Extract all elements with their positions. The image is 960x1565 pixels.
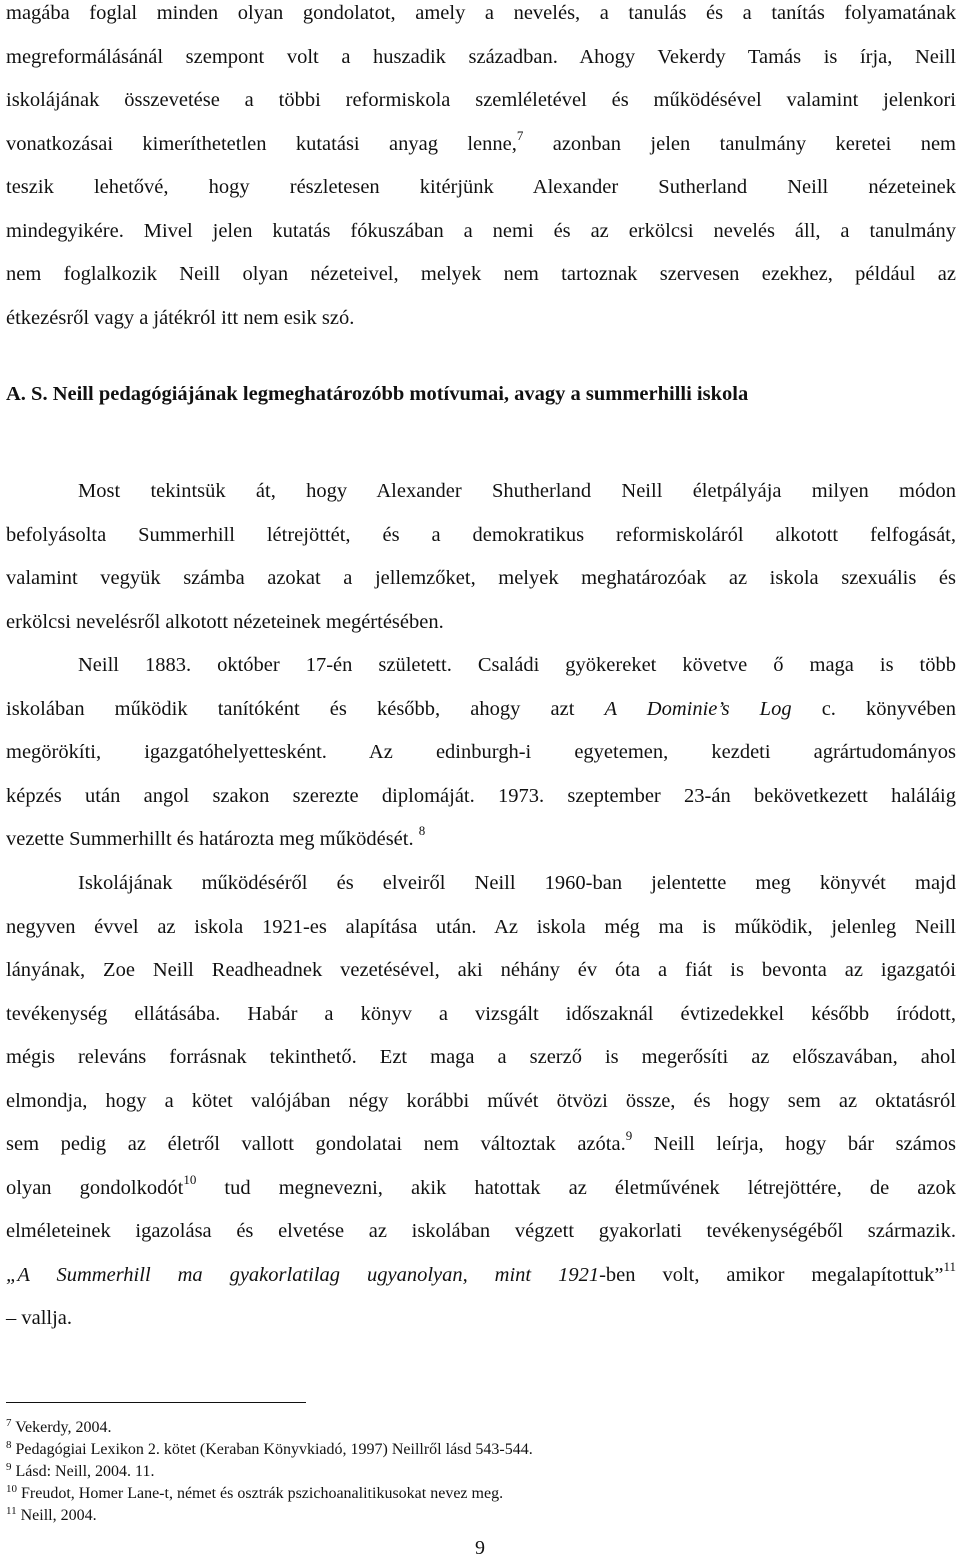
text-line [6, 123, 956, 167]
footnote-number: 8 [6, 1439, 12, 1451]
text-span: sem pedig az életről vallott gondolatai nem változtak azóta. [6, 1133, 626, 1155]
text-line: elmondja, hogy a kötet valójában négy korábbi művét ötvözi össze, és hogy sem az oktatásról [6, 1089, 956, 1112]
text-span: azonban jelen tanulmány keretei nem [523, 132, 956, 155]
text-line: étkezésről vagy a játékról itt nem esik szó. [6, 306, 355, 329]
text-span: vezette Summerhillt és határozta meg működését. [6, 828, 419, 850]
text-line: lányának, Zoe Neill Readheadnek vezetésével, aki néhány év óta a fiát is bevonta az igazgatói [6, 959, 956, 981]
footnote-ref[interactable]: 10 [183, 1171, 197, 1187]
footnote [6, 1461, 533, 1483]
footnote-separator [6, 1402, 306, 1403]
text-line: erkölcsi nevelésről alkotott nézeteinek megértésében. [6, 610, 444, 633]
text-line: Iskolájának működéséről és elveiről Neill 1960-ban jelentette meg könyvét majd [78, 872, 956, 894]
footnote-number: 11 [6, 1505, 17, 1517]
text-line: magába foglal minden olyan gondolatot, amely a nevelés, a tanulás és a tanítás folyamatának [6, 2, 956, 24]
footnote-ref[interactable]: 7 [516, 127, 524, 143]
footnote [6, 1483, 533, 1505]
footnote-text: Vekerdy, 2004. [15, 1419, 112, 1436]
footnote [6, 1505, 533, 1527]
footnote-ref[interactable]: 8 [418, 823, 426, 838]
text-span: Neill leírja, hogy bár számos [632, 1133, 956, 1155]
text-span: vonatkozásai kimeríthetetlen kutatási anyag lenne, [6, 132, 517, 155]
text-line [6, 1254, 956, 1298]
text-line [6, 1123, 956, 1167]
text-line: elméleteinek igazolása és elvetése az iskolában végzett gyakorlati tevékenységéből származik. [6, 1220, 956, 1242]
text-line: megreformálásánál szempont volt a huszadik században. Ahogy Vekerdy Tamás is írja, Neill [6, 45, 956, 68]
text-line [6, 818, 956, 862]
text-line: tevékenység ellátásába. Habár a könyv a vizsgált időszaknál évtizedekkel később íródott, [6, 1002, 956, 1025]
text-line: valamint vegyük számba azokat a jellemzőket, melyek meghatározóak az iskola szexuális és [6, 567, 956, 589]
paragraph-school [6, 862, 956, 1341]
footnote [6, 1439, 533, 1461]
text-span: iskolában működik tanítóként és később, ahogy azt [6, 697, 605, 720]
footnote-text: Lásd: Neill, 2004. 11. [15, 1463, 155, 1480]
paragraph-biography [6, 644, 956, 862]
footnote-text: Pedagógiai Lexikon 2. kötet (Keraban Könyvkiadó, 1997) Neillről lásd 543-544. [15, 1441, 533, 1458]
text-span: tud megnevezni, akik hatottak az életművének létrejöttére, de azok [196, 1176, 956, 1199]
footnote-ref[interactable]: 9 [625, 1128, 633, 1143]
text-span: -ben volt, amikor megalapítottuk” [599, 1263, 944, 1286]
text-line: Neill 1883. október 17-én született. Családi gyökereket követve ő maga is több [78, 654, 956, 676]
footnote [6, 1417, 533, 1439]
text-line: Most tekintsük át, hogy Alexander Shutherland Neill életpályája milyen módon [78, 480, 956, 502]
footnote-text: Freudot, Homer Lane-t, német és osztrák pszichoanalitikusokat nevez meg. [21, 1485, 504, 1502]
text-line: befolyásolta Summerhill létrejöttét, és a demokratikus reformiskoláról alkotott felfogását, [6, 523, 956, 546]
book-title: A Dominie’s Log [604, 697, 792, 720]
footnote-number: 9 [6, 1461, 12, 1473]
text-span: olyan gondolkodót [6, 1176, 184, 1199]
footnote-number: 10 [6, 1483, 17, 1495]
text-line: iskolájának összevetése a többi reformiskola szemléletével és működésével valamint jelenkori [6, 89, 956, 111]
footnote-text: Neill, 2004. [20, 1507, 97, 1524]
text-line: mégis releváns forrásnak tekinthető. Ezt maga a szerző is megerősíti az előszavában, ahol [6, 1046, 956, 1068]
paragraph-intro [6, 0, 956, 340]
page-number: 9 [475, 1537, 485, 1559]
text-line [6, 688, 956, 732]
footnote-ref[interactable]: 11 [943, 1258, 957, 1274]
text-line: teszik lehetővé, hogy részletesen kitérjünk Alexander Sutherland Neill nézeteinek [6, 176, 956, 198]
section-heading: A. S. Neill pedagógiájának legmeghatározóbb motívumai, avagy a summerhilli iskola [6, 383, 749, 405]
text-line: nem foglalkozik Neill olyan nézeteivel, melyek nem tartoznak szervesen ezekhez, például az [6, 263, 956, 285]
text-line: megörökíti, igazgatóhelyettesként. Az edinburgh-i egyetemen, kezdeti agrártudományos [6, 741, 956, 763]
footnote-number: 7 [6, 1417, 12, 1429]
text-line: negyven évvel az iskola 1921-es alapítása után. Az iskola még ma is működik, jelenleg Neill [6, 915, 956, 938]
text-line: képzés után angol szakon szerezte diplomáját. 1973. szeptember 23-án bekövetkezett haláláig [6, 784, 956, 807]
text-line: mindegyikére. Mivel jelen kutatás fókuszában a nemi és az erkölcsi nevelés áll, a tanulmány [6, 219, 956, 242]
footnotes [6, 1417, 533, 1527]
text-span: c. könyvében [791, 697, 956, 720]
quote-text: „A Summerhill ma gyakorlatilag ugyanolyan, mint 1921 [6, 1263, 600, 1286]
paragraph-overview [6, 470, 956, 644]
text-line: – vallja. [6, 1307, 73, 1329]
text-line [6, 1167, 956, 1211]
